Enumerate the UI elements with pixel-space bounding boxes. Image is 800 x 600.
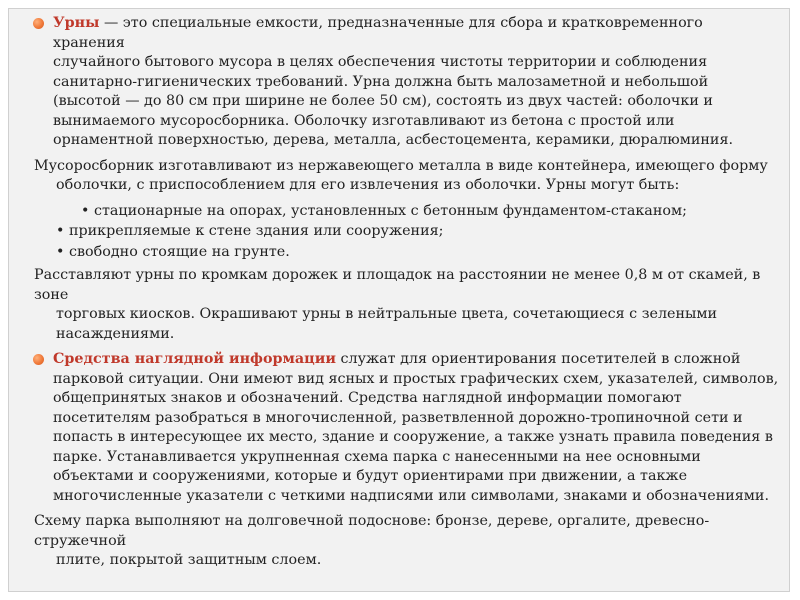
term-visual-info: Средства наглядной информации xyxy=(53,351,336,367)
list-item: • свободно стоящие на грунте. xyxy=(56,243,290,260)
paragraph-placement xyxy=(31,266,779,344)
urn-types-list xyxy=(31,202,779,263)
list-item: • прикрепляемые к стене здания или сооружения; xyxy=(56,223,444,239)
paragraph-trash-collector-rest: оболочки, с приспособлением для его извлечения из оболочки. Урны могут быть: xyxy=(56,177,680,193)
paragraph-placement-first: Расставляют урны по кромкам дорожек и площадок на расстоянии не менее 0,8 м от скамей, в зоне xyxy=(34,267,761,303)
paragraph-park-scheme xyxy=(31,512,779,571)
paragraph-trash-collector xyxy=(31,157,779,196)
paragraph-placement-rest: торговых киосков. Окрашивают урны в нейтральные цвета, сочетающиеся с зелеными насаждениями. xyxy=(56,306,718,342)
paragraph-visual-info-rest: парковой ситуации. Они имеют вид ясных и простых графических схем, указателей, символов, общепринятых знаков и обозначений. Средства наглядной информации помогают посетителям разобраться в многочисленной, разветвленной дорожно-тропиночной сети и попасть в интересующее их место, здание и сооружение, а также узнать правила поведения в парке. Устанавливается укрупненная схема парка с нанесенными на нее основными объектами и сооружениями, которые и будут ориентирами при движении, а также многочисленные указатели с четкими надписями или символами, знаками и обозначениями. xyxy=(53,370,779,504)
paragraph-urns-first: — это специальные емкости, предназначенные для сбора и кратковременного хранения xyxy=(53,15,703,51)
paragraph-trash-collector-first: Мусоросборник изготавливают из нержавеющего металла в виде контейнера, имеющего форму xyxy=(34,157,768,174)
slide xyxy=(8,8,790,592)
paragraph-park-scheme-rest: плите, покрытой защитным слоем. xyxy=(56,552,322,568)
slide-content xyxy=(31,14,779,577)
paragraph-visual-info xyxy=(31,350,779,506)
bullet-icon xyxy=(33,18,44,29)
paragraph-park-scheme-first: Схему парка выполняют на долговечной подоснове: бронзе, дереве, оргалите, древесно-стружечной xyxy=(34,513,710,549)
paragraph-visual-info-first: служат для ориентирования посетителей в сложной xyxy=(335,351,741,367)
paragraph-urns-rest: случайного бытового мусора в целях обеспечения чистоты территории и соблюдения санитарно-гигиенических требований. Урна должна быть малозаметной и небольшой (высотой — до 80 см при ширине не более 50 см), состоять из двух частей: оболочки и вынимаемого мусоросборника. Оболочку изготавливают из бетона с простой или орнаментной поверхностью, дерева, металла, асбестоцемента, керамики, дюралюминия. xyxy=(53,54,734,148)
paragraph-urns xyxy=(31,14,779,151)
bullet-icon xyxy=(33,354,44,365)
term-urns: Урны xyxy=(53,15,100,31)
list-item: • стационарные на опорах, установленных с бетонным фундаментом-стаканом; xyxy=(81,202,687,219)
